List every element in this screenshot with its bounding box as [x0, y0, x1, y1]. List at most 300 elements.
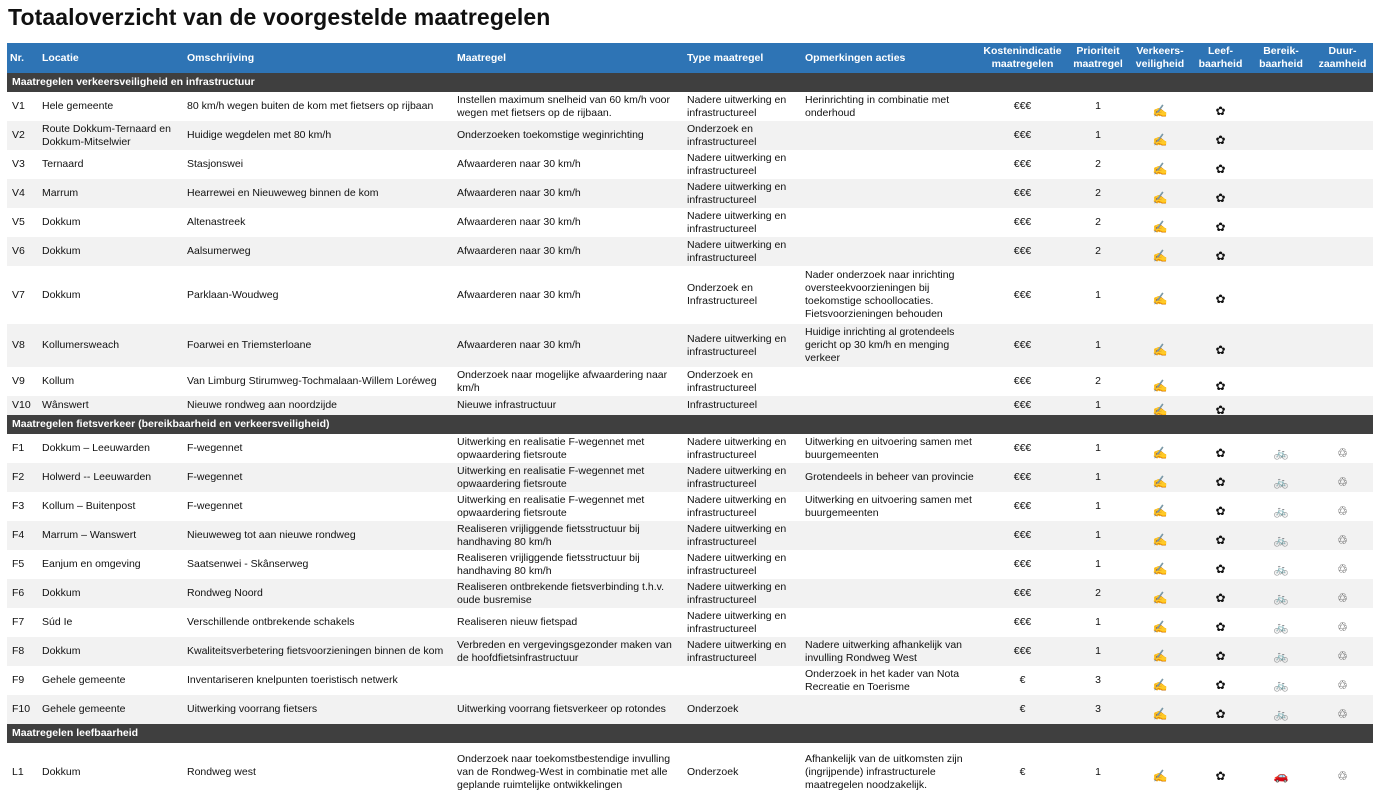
flower-icon: ✿ — [1215, 677, 1226, 692]
cell-prioriteit: 1 — [1095, 500, 1101, 512]
cell-prioriteit: 1 — [1095, 558, 1101, 570]
cell-omschrijving: Parklaan-Woudweg — [187, 288, 279, 301]
cell-maatregel: Afwaarderen naar 30 km/h — [457, 216, 581, 228]
header-locatie: Locatie — [42, 51, 79, 64]
header-prioriteit: Prioriteit maatregel — [1073, 45, 1123, 70]
cell-nr: F1 — [12, 442, 25, 454]
cell-type: Nadere uitwerking en infrastructureel — [687, 151, 787, 177]
cell-locatie: Dokkum — [42, 216, 81, 228]
cell-leefbaarheid — [1191, 324, 1250, 367]
cell-nr: F6 — [12, 587, 25, 599]
cell-locatie: Kollumersweach — [42, 339, 120, 351]
cell-opmerkingen — [802, 396, 978, 415]
cell-prioriteit: 1 — [1095, 339, 1101, 351]
cell-bereikbaarheid — [1250, 608, 1312, 637]
flower-icon: ✿ — [1215, 219, 1226, 234]
cell-kosten: €€€ — [1013, 587, 1032, 599]
cell-nr: F8 — [12, 645, 25, 657]
hand-pointer-icon: ✍ — [1152, 190, 1168, 205]
cell-nr: V5 — [12, 216, 25, 228]
cell-nr: F9 — [12, 674, 25, 686]
cell-bereikbaarheid — [1250, 743, 1312, 801]
cell-bereikbaarheid — [1250, 367, 1312, 396]
cell-maatregel: Afwaarderen naar 30 km/h — [457, 158, 581, 170]
header-opmerkingen: Opmerkingen acties — [805, 51, 906, 64]
cell-nr: V8 — [12, 339, 25, 351]
cell-type: Nadere uitwerking en infrastructureel — [687, 638, 787, 664]
cell-bereikbaarheid — [1250, 396, 1312, 415]
cell-opmerkingen — [802, 367, 978, 396]
cell-duurzaamheid — [1312, 637, 1373, 666]
cell-nr: V2 — [12, 129, 25, 141]
cell-omschrijving: Saatsenwei - Skânserweg — [187, 558, 309, 570]
cell-opmerkingen — [802, 150, 978, 179]
flower-icon: ✿ — [1215, 648, 1226, 663]
hand-pointer-icon: ✍ — [1152, 648, 1168, 663]
cell-locatie: Eanjum en omgeving — [42, 558, 141, 570]
cell-maatregel: Uitwerking en realisatie F-wegennet met opwaardering fietsroute — [457, 464, 645, 490]
cell-prioriteit: 1 — [1095, 645, 1101, 657]
table-row — [7, 179, 1373, 208]
section-header — [7, 724, 1373, 743]
cell-locatie: Kollum — [42, 375, 75, 387]
leaf-car-icon: ♲ — [1337, 561, 1348, 576]
hand-pointer-icon: ✍ — [1152, 532, 1168, 547]
cell-leefbaarheid — [1191, 121, 1250, 150]
section-title: Maatregelen leefbaarheid — [12, 727, 139, 739]
leaf-car-icon: ♲ — [1337, 445, 1348, 460]
cell-duurzaamheid — [1312, 150, 1373, 179]
flower-icon: ✿ — [1215, 161, 1226, 176]
hand-pointer-icon: ✍ — [1152, 342, 1168, 357]
cell-duurzaamheid — [1312, 324, 1373, 367]
cell-type: Nadere uitwerking en infrastructureel — [687, 551, 787, 577]
cell-locatie: Gehele gemeente — [42, 703, 126, 715]
cell-prioriteit: 1 — [1095, 765, 1101, 778]
cell-duurzaamheid — [1312, 579, 1373, 608]
cell-nr: V7 — [12, 288, 25, 301]
table-row — [7, 463, 1373, 492]
cell-prioriteit: 2 — [1095, 187, 1101, 199]
cell-kosten: €€€ — [1013, 558, 1032, 570]
cell-type: Onderzoek — [687, 703, 739, 715]
cell-bereikbaarheid — [1250, 463, 1312, 492]
cell-locatie: Dokkum — [42, 765, 81, 778]
cell-duurzaamheid — [1312, 743, 1373, 801]
section-header — [7, 415, 1373, 434]
cell-verkeersveiligheid — [1129, 666, 1191, 695]
cell-maatregel: Afwaarderen naar 30 km/h — [457, 339, 581, 351]
leaf-car-icon: ♲ — [1337, 677, 1348, 692]
cell-leefbaarheid — [1191, 150, 1250, 179]
cell-leefbaarheid — [1191, 434, 1250, 463]
cell-type: Nadere uitwerking en infrastructureel — [687, 93, 787, 119]
cell-kosten: €€€ — [1013, 129, 1032, 141]
cell-kosten: € — [1019, 674, 1026, 686]
cell-verkeersveiligheid — [1129, 743, 1191, 801]
cell-prioriteit: 2 — [1095, 587, 1101, 599]
cell-duurzaamheid — [1312, 92, 1373, 121]
flower-icon: ✿ — [1215, 190, 1226, 205]
table-header — [7, 43, 1373, 73]
cell-prioriteit: 1 — [1095, 288, 1101, 301]
hand-pointer-icon: ✍ — [1152, 292, 1168, 306]
cell-verkeersveiligheid — [1129, 579, 1191, 608]
cell-maatregel: Realiseren nieuw fietspad — [457, 616, 578, 628]
cell-leefbaarheid — [1191, 367, 1250, 396]
cell-omschrijving: Foarwei en Triemsterloane — [187, 339, 312, 351]
cell-duurzaamheid — [1312, 367, 1373, 396]
flower-icon: ✿ — [1215, 292, 1226, 306]
cell-maatregel: Onderzoeken toekomstige weginrichting — [457, 129, 644, 141]
cell-leefbaarheid — [1191, 208, 1250, 237]
cell-leefbaarheid — [1191, 695, 1250, 724]
cell-nr: V1 — [12, 100, 25, 112]
cell-prioriteit: 3 — [1095, 674, 1101, 686]
table-row — [7, 434, 1373, 463]
cell-omschrijving: F-wegennet — [187, 442, 243, 454]
cell-bereikbaarheid — [1250, 521, 1312, 550]
cell-bereikbaarheid — [1250, 492, 1312, 521]
leaf-car-icon: ♲ — [1337, 706, 1348, 721]
cell-locatie: Gehele gemeente — [42, 674, 126, 686]
flower-icon: ✿ — [1215, 342, 1226, 357]
flower-icon: ✿ — [1215, 103, 1226, 118]
table-row — [7, 550, 1373, 579]
cell-duurzaamheid — [1312, 608, 1373, 637]
cell-bereikbaarheid — [1250, 179, 1312, 208]
cell-locatie: Wânswert — [42, 399, 89, 411]
cell-type: Infrastructureel — [687, 399, 758, 411]
cell-kosten: €€€ — [1013, 375, 1032, 387]
cell-omschrijving: Altenastreek — [187, 216, 246, 228]
cell-prioriteit: 2 — [1095, 216, 1101, 228]
cell-leefbaarheid — [1191, 396, 1250, 415]
table-row — [7, 266, 1373, 324]
cell-leefbaarheid — [1191, 608, 1250, 637]
cell-verkeersveiligheid — [1129, 324, 1191, 367]
leaf-car-icon: ♲ — [1337, 769, 1348, 783]
table-row — [7, 743, 1373, 801]
cell-nr: L1 — [12, 765, 24, 778]
flower-icon: ✿ — [1215, 532, 1226, 547]
flower-icon: ✿ — [1215, 445, 1226, 460]
cell-bereikbaarheid — [1250, 150, 1312, 179]
bicycle-icon: 🚲 — [1273, 590, 1289, 605]
cell-verkeersveiligheid — [1129, 208, 1191, 237]
bicycle-icon: 🚲 — [1273, 619, 1289, 634]
cell-opmerkingen — [802, 550, 978, 579]
cell-omschrijving: F-wegennet — [187, 500, 243, 512]
cell-nr: V4 — [12, 187, 25, 199]
cell-opmerkingen — [802, 237, 978, 266]
cell-kosten: €€€ — [1013, 399, 1032, 411]
cell-omschrijving: F-wegennet — [187, 471, 243, 483]
cell-verkeersveiligheid — [1129, 92, 1191, 121]
leaf-car-icon: ♲ — [1337, 619, 1348, 634]
flower-icon: ✿ — [1215, 503, 1226, 518]
cell-leefbaarheid — [1191, 179, 1250, 208]
hand-pointer-icon: ✍ — [1152, 445, 1168, 460]
table-body — [7, 73, 1373, 801]
flower-icon: ✿ — [1215, 378, 1226, 393]
cell-verkeersveiligheid — [1129, 492, 1191, 521]
cell-verkeersveiligheid — [1129, 237, 1191, 266]
hand-pointer-icon: ✍ — [1152, 402, 1168, 415]
cell-nr: V9 — [12, 375, 25, 387]
cell-kosten: € — [1019, 703, 1026, 715]
cell-duurzaamheid — [1312, 434, 1373, 463]
cell-nr: V10 — [12, 399, 31, 411]
table-row — [7, 324, 1373, 367]
table-row — [7, 150, 1373, 179]
leaf-car-icon: ♲ — [1337, 590, 1348, 605]
flower-icon: ✿ — [1215, 590, 1226, 605]
cell-duurzaamheid — [1312, 179, 1373, 208]
cell-maatregel: Onderzoek naar toekomstbestendige invulling van de Rondweg-West in combinatie met alle geplande ruimtelijke ontwikkelingen — [457, 752, 671, 791]
cell-leefbaarheid — [1191, 637, 1250, 666]
cell-verkeersveiligheid — [1129, 396, 1191, 415]
header-duurzaamheid: Duur-zaamheid — [1318, 45, 1367, 70]
cell-kosten: €€€ — [1013, 187, 1032, 199]
cell-kosten: €€€ — [1013, 100, 1032, 112]
hand-pointer-icon: ✍ — [1152, 619, 1168, 634]
cell-leefbaarheid — [1191, 743, 1250, 801]
cell-bereikbaarheid — [1250, 208, 1312, 237]
cell-type: Nadere uitwerking en infrastructureel — [687, 238, 787, 264]
cell-opmerkingen — [802, 208, 978, 237]
hand-pointer-icon: ✍ — [1152, 677, 1168, 692]
cell-omschrijving: Verschillende ontbrekende schakels — [187, 616, 355, 628]
section-title: Maatregelen fietsverkeer (bereikbaarheid en verkeersveiligheid) — [12, 418, 330, 430]
cell-omschrijving: Rondweg west — [187, 765, 256, 778]
bicycle-icon: 🚲 — [1273, 445, 1289, 460]
cell-leefbaarheid — [1191, 92, 1250, 121]
cell-opmerkingen: Onderzoek in het kader van Nota Recreatie en Toerisme — [805, 667, 960, 693]
cell-bereikbaarheid — [1250, 324, 1312, 367]
table-row — [7, 208, 1373, 237]
bicycle-icon: 🚲 — [1273, 648, 1289, 663]
cell-bereikbaarheid — [1250, 666, 1312, 695]
cell-verkeersveiligheid — [1129, 463, 1191, 492]
cell-leefbaarheid — [1191, 550, 1250, 579]
cell-verkeersveiligheid — [1129, 608, 1191, 637]
cell-prioriteit: 1 — [1095, 529, 1101, 541]
hand-pointer-icon: ✍ — [1152, 132, 1168, 147]
cell-opmerkingen — [802, 521, 978, 550]
cell-prioriteit: 3 — [1095, 703, 1101, 715]
cell-duurzaamheid — [1312, 550, 1373, 579]
table-row — [7, 695, 1373, 724]
cell-bereikbaarheid — [1250, 579, 1312, 608]
cell-locatie: Route Dokkum-Ternaard en Dokkum-Mitselwier — [42, 122, 171, 148]
cell-kosten: €€€ — [1013, 339, 1032, 351]
cell-locatie: Kollum – Buitenpost — [42, 500, 136, 512]
cell-kosten: €€€ — [1013, 245, 1032, 257]
cell-verkeersveiligheid — [1129, 179, 1191, 208]
leaf-car-icon: ♲ — [1337, 532, 1348, 547]
table-row — [7, 521, 1373, 550]
cell-duurzaamheid — [1312, 121, 1373, 150]
cell-nr: F5 — [12, 558, 25, 570]
cell-maatregel: Uitwerking en realisatie F-wegennet met opwaardering fietsroute — [457, 435, 645, 461]
bicycle-icon: 🚲 — [1273, 474, 1289, 489]
cell-omschrijving: Nieuweweg tot aan nieuwe rondweg — [187, 529, 356, 541]
cell-bereikbaarheid — [1250, 266, 1312, 324]
header-maatregel: Maatregel — [457, 51, 507, 64]
table-row — [7, 367, 1373, 396]
cell-nr: F4 — [12, 529, 25, 541]
cell-type: Nadere uitwerking en infrastructureel — [687, 180, 787, 206]
hand-pointer-icon: ✍ — [1152, 769, 1168, 783]
cell-opmerkingen — [802, 121, 978, 150]
table-row — [7, 492, 1373, 521]
cell-type: Nadere uitwerking en infrastructureel — [687, 522, 787, 548]
hand-pointer-icon: ✍ — [1152, 161, 1168, 176]
cell-maatregel: Afwaarderen naar 30 km/h — [457, 288, 581, 301]
leaf-car-icon: ♲ — [1337, 648, 1348, 663]
cell-type: Nadere uitwerking en infrastructureel — [687, 493, 787, 519]
cell-maatregel — [454, 666, 684, 695]
cell-verkeersveiligheid — [1129, 150, 1191, 179]
cell-leefbaarheid — [1191, 521, 1250, 550]
cell-omschrijving: Hearrewei en Nieuweweg binnen de kom — [187, 187, 379, 199]
cell-type — [684, 666, 802, 695]
hand-pointer-icon: ✍ — [1152, 378, 1168, 393]
cell-omschrijving: Stasjonswei — [187, 158, 244, 170]
cell-prioriteit: 2 — [1095, 245, 1101, 257]
cell-opmerkingen: Nadere uitwerking afhankelijk van invulling Rondweg West — [805, 638, 963, 664]
bicycle-icon: 🚲 — [1273, 532, 1289, 547]
bicycle-icon: 🚲 — [1273, 561, 1289, 576]
hand-pointer-icon: ✍ — [1152, 103, 1168, 118]
cell-kosten: € — [1019, 765, 1026, 778]
header-kosten: Kostenindicatie maatregelen — [983, 45, 1062, 70]
bicycle-icon: 🚲 — [1273, 706, 1289, 721]
cell-type: Onderzoek en Infrastructureel — [687, 282, 758, 307]
cell-maatregel: Uitwerking en realisatie F-wegennet met opwaardering fietsroute — [457, 493, 645, 519]
cell-type: Nadere uitwerking en infrastructureel — [687, 580, 787, 606]
cell-omschrijving: Kwaliteitsverbetering fietsvoorzieningen binnen de kom — [187, 645, 444, 657]
cell-opmerkingen: Uitwerking en uitvoering samen met buurgemeenten — [805, 435, 972, 461]
cell-locatie: Súd Ie — [42, 616, 73, 628]
hand-pointer-icon: ✍ — [1152, 474, 1168, 489]
measures-table — [7, 43, 1373, 801]
table-row — [7, 608, 1373, 637]
cell-leefbaarheid — [1191, 266, 1250, 324]
cell-maatregel: Realiseren ontbrekende fietsverbinding t.h.v. oude busremise — [457, 580, 665, 606]
hand-pointer-icon: ✍ — [1152, 248, 1168, 263]
cell-duurzaamheid — [1312, 695, 1373, 724]
cell-verkeersveiligheid — [1129, 266, 1191, 324]
cell-verkeersveiligheid — [1129, 367, 1191, 396]
flower-icon: ✿ — [1215, 474, 1226, 489]
cell-nr: F2 — [12, 471, 25, 483]
bicycle-icon: 🚲 — [1273, 503, 1289, 518]
cell-kosten: €€€ — [1013, 500, 1032, 512]
cell-opmerkingen: Afhankelijk van de uitkomsten zijn (ingrijpende) infrastructurele maatregelen noodzakelijk. — [805, 752, 963, 791]
cell-omschrijving: Rondweg Noord — [187, 587, 263, 599]
header-bereikbaarheid: Bereik-baarheid — [1259, 45, 1303, 70]
hand-pointer-icon: ✍ — [1152, 503, 1168, 518]
cell-kosten: €€€ — [1013, 158, 1032, 170]
cell-verkeersveiligheid — [1129, 695, 1191, 724]
cell-maatregel: Uitwerking voorrang fietsverkeer op rotondes — [457, 703, 666, 715]
page-title: Totaaloverzicht van de voorgestelde maatregelen — [8, 4, 551, 30]
cell-type: Nadere uitwerking en infrastructureel — [687, 332, 787, 358]
cell-locatie: Hele gemeente — [42, 100, 114, 112]
cell-duurzaamheid — [1312, 521, 1373, 550]
cell-type: Onderzoek en infrastructureel — [687, 122, 757, 148]
cell-nr: F10 — [12, 703, 31, 715]
section-title: Maatregelen verkeersveiligheid en infrastructuur — [12, 76, 255, 88]
cell-omschrijving: Nieuwe rondweg aan noordzijde — [187, 399, 338, 411]
cell-prioriteit: 1 — [1095, 399, 1101, 411]
cell-opmerkingen — [802, 695, 978, 724]
cell-opmerkingen: Uitwerking en uitvoering samen met buurgemeenten — [805, 493, 972, 519]
cell-omschrijving: Aalsumerweg — [187, 245, 251, 257]
cell-opmerkingen: Huidige inrichting al grotendeels gericht op 30 km/h en menging verkeer — [805, 326, 955, 364]
cell-verkeersveiligheid — [1129, 434, 1191, 463]
cell-maatregel: Onderzoek naar mogelijke afwaardering naar km/h — [457, 368, 668, 394]
cell-type: Onderzoek en infrastructureel — [687, 368, 757, 394]
cell-bereikbaarheid — [1250, 92, 1312, 121]
cell-type: Nadere uitwerking en infrastructureel — [687, 435, 787, 461]
cell-prioriteit: 1 — [1095, 442, 1101, 454]
cell-opmerkingen — [802, 608, 978, 637]
cell-duurzaamheid — [1312, 237, 1373, 266]
cell-prioriteit: 1 — [1095, 100, 1101, 112]
cell-prioriteit: 1 — [1095, 471, 1101, 483]
cell-omschrijving: Huidige wegdelen met 80 km/h — [187, 129, 332, 141]
cell-kosten: €€€ — [1013, 288, 1032, 301]
table-row — [7, 579, 1373, 608]
cell-nr: F7 — [12, 616, 25, 628]
header-omschrijving: Omschrijving — [187, 51, 255, 64]
car-icon: 🚗 — [1273, 769, 1289, 783]
cell-leefbaarheid — [1191, 579, 1250, 608]
cell-kosten: €€€ — [1013, 616, 1032, 628]
cell-nr: V3 — [12, 158, 25, 170]
cell-opmerkingen: Grotendeels in beheer van provincie — [805, 471, 974, 483]
table-row — [7, 666, 1373, 695]
cell-kosten: €€€ — [1013, 216, 1032, 228]
cell-prioriteit: 1 — [1095, 129, 1101, 141]
leaf-car-icon: ♲ — [1337, 474, 1348, 489]
cell-type: Nadere uitwerking en infrastructureel — [687, 209, 787, 235]
hand-pointer-icon: ✍ — [1152, 590, 1168, 605]
cell-nr: V6 — [12, 245, 25, 257]
cell-duurzaamheid — [1312, 396, 1373, 415]
flower-icon: ✿ — [1215, 561, 1226, 576]
cell-bereikbaarheid — [1250, 434, 1312, 463]
cell-maatregel: Instellen maximum snelheid van 60 km/h voor wegen met fietsers op de rijbaan. — [457, 93, 671, 119]
hand-pointer-icon: ✍ — [1152, 706, 1168, 721]
cell-locatie: Dokkum — [42, 645, 81, 657]
hand-pointer-icon: ✍ — [1152, 561, 1168, 576]
cell-locatie: Ternaard — [42, 158, 84, 170]
flower-icon: ✿ — [1215, 619, 1226, 634]
cell-duurzaamheid — [1312, 666, 1373, 695]
cell-prioriteit: 1 — [1095, 616, 1101, 628]
cell-kosten: €€€ — [1013, 645, 1032, 657]
cell-leefbaarheid — [1191, 492, 1250, 521]
header-leefbaarheid: Leef-baarheid — [1198, 45, 1243, 70]
flower-icon: ✿ — [1215, 248, 1226, 263]
cell-opmerkingen — [802, 579, 978, 608]
cell-locatie: Dokkum — [42, 587, 81, 599]
flower-icon: ✿ — [1215, 402, 1226, 415]
